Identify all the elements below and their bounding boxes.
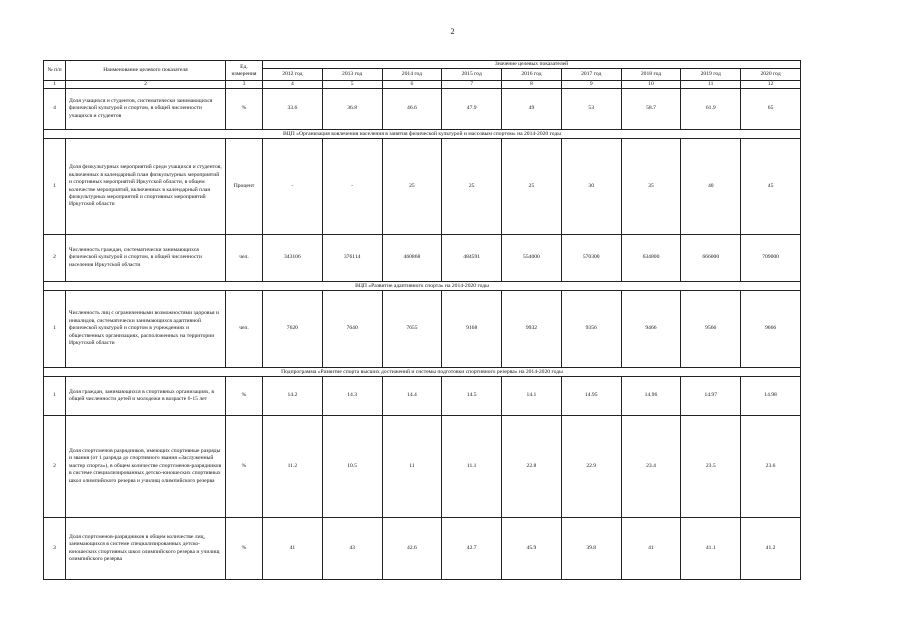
section-title: ВЦП «Организация вовлечения населения в занятия физической культурой и массовым спортом» на 2014-2020 годы [44,130,801,139]
year-value: 7655 [382,291,442,368]
year-value: 25 [382,139,442,235]
indicator-name: Численность лиц с ограниченными возможностями здоровья и инвалидов, систематически занимающихся адаптивной физической культурой и спортом в учреждениях и общественных организациях, расположенных на территории Иркутской области [66,291,226,368]
year-value: 53 [561,89,621,130]
indicator-name: Доля спортсменов разрядников, имеющих спортивные разряды и звания (от 1 разряда до спортивного звания «Заслуженный мастер спорта»), в общем количестве спортсменов-разрядников в системе специализированных детско-юношеских спортивных школ олимпийского резерва и училищ олимпийского резерва [66,416,226,518]
unit-of-measure: чел. [226,235,263,282]
indicator-name: Доля физкультурных мероприятий среди учащихся и студентов, включенных в календарный план физкультурных мероприятий и спортивных мероприятий Иркутской области, в общем количестве мероприятий, включенных в календарный план физкультурных мероприятий и спортивных мероприятий Иркутской области [66,139,226,235]
section-title: Подпрограмма «Развитие спорта высших достижений и системы подготовки спортивного резерва» на 2014-2020 годы [44,368,801,377]
unit-of-measure: % [226,377,263,416]
year-value: 14.98 [741,377,801,416]
column-number-3: 3 [226,81,263,89]
row-number: 1 [44,139,66,235]
year-value: 41.1 [681,518,741,580]
year-value: 709000 [741,235,801,282]
year-value: 14.3 [322,377,382,416]
table-row [44,416,801,518]
column-number-2: 2 [66,81,226,89]
year-value: 22.8 [502,416,562,518]
year-value: 41 [263,518,323,580]
header-year-8: 2019 год [681,69,741,81]
year-value: 10.5 [322,416,382,518]
year-value: 554000 [502,235,562,282]
unit-of-measure: % [226,89,263,130]
year-value: 23.6 [741,416,801,518]
column-number-9: 9 [561,81,621,89]
row-number: 2 [44,235,66,282]
year-value: 14.4 [382,377,442,416]
indicator-name: Доля учащихся и студентов, систематически занимающихся физической культурой и спортом, в общей численности учащихся и студентов [66,89,226,130]
page-number: 2 [450,27,455,36]
year-value: 39.8 [561,518,621,580]
section-title: ВЦП «Развитие адаптивного спорта» на 2014-2020 годы [44,282,801,291]
year-value: 14.5 [442,377,502,416]
year-value: 58.7 [621,89,681,130]
year-value: 36.8 [322,89,382,130]
column-number-8: 8 [502,81,562,89]
row-number: 3 [44,518,66,580]
row-number: 4 [44,89,66,130]
year-value: 666000 [681,235,741,282]
year-value: 41 [621,518,681,580]
year-value: 46.6 [382,89,442,130]
year-value: 7620 [263,291,323,368]
year-value: 14.95 [561,377,621,416]
column-number-10: 10 [621,81,681,89]
year-value: 9168 [442,291,502,368]
year-value: 11.1 [442,416,502,518]
column-number-1: 1 [44,81,66,89]
header-num: № п/п [44,61,66,81]
year-value: 484591 [442,235,502,282]
year-value: 61.9 [681,89,741,130]
year-value: 376114 [322,235,382,282]
column-number-4: 4 [263,81,323,89]
year-value: 14.97 [681,377,741,416]
year-value: 23.4 [621,416,681,518]
row-number: 1 [44,377,66,416]
header-values-title: Значение целевых показателей [263,61,801,69]
year-value: 14.96 [621,377,681,416]
unit-of-measure: Процент [226,139,263,235]
header-year-7: 2018 год [621,69,681,81]
year-value: 14.2 [263,377,323,416]
column-number-12: 12 [741,81,801,89]
year-value: 42.7 [442,518,502,580]
year-value: 9466 [621,291,681,368]
column-number-7: 7 [442,81,502,89]
section-header-row [44,282,801,291]
year-value: 9666 [741,291,801,368]
table-header [44,61,801,89]
indicator-name: Доля спортсменов-разрядников в общем количестве лиц, занимающихся в системе специализированных детско-юношеских спортивных школ олимпийского резерва и училищ олимпийского резерва [66,518,226,580]
year-value: 14.1 [502,377,562,416]
column-number-5: 5 [322,81,382,89]
table-row [44,377,801,416]
year-value: 9566 [681,291,741,368]
section-header-row [44,368,801,377]
year-value: 43 [322,518,382,580]
year-value: - [263,139,323,235]
year-value: 25 [502,139,562,235]
year-value: 49 [502,89,562,130]
header-unit: Ед. измерения [226,61,263,81]
year-value: 570300 [561,235,621,282]
unit-of-measure: % [226,416,263,518]
column-number-6: 6 [382,81,442,89]
row-number: 1 [44,291,66,368]
year-value: 45.9 [502,518,562,580]
year-value: 634800 [621,235,681,282]
year-value: 9932 [502,291,562,368]
year-value: 35 [621,139,681,235]
indicator-name: Доля граждан, занимающихся в спортивных организациях, в общей численности детей и молодежи в возрасте 6-15 лет [66,377,226,416]
table-row [44,235,801,282]
year-value: 42.6 [382,518,442,580]
header-year-5: 2016 год [502,69,562,81]
header-name: Наименование целевого показателя [66,61,226,81]
year-value: 41.2 [741,518,801,580]
year-value: 11.2 [263,416,323,518]
year-value: 460868 [382,235,442,282]
unit-of-measure: % [226,518,263,580]
year-value: 30 [561,139,621,235]
target-indicators-table [43,60,801,580]
year-value: 40 [681,139,741,235]
table-body [44,89,801,580]
header-year-6: 2017 год [561,69,621,81]
header-year-3: 2014 год [382,69,442,81]
year-value: 11 [382,416,442,518]
header-year-9: 2020 год [741,69,801,81]
column-number-11: 11 [681,81,741,89]
year-value: 7640 [322,291,382,368]
header-year-2: 2013 год [322,69,382,81]
table-row [44,139,801,235]
year-value: 33.6 [263,89,323,130]
unit-of-measure: чел. [226,291,263,368]
year-value: 47.9 [442,89,502,130]
indicator-name: Численность граждан, систематически занимающихся физической культурой и спортом, в общей численности населения Иркутской области [66,235,226,282]
table-row [44,89,801,130]
table-row [44,291,801,368]
year-value: 23.5 [681,416,741,518]
table-row [44,518,801,580]
section-header-row [44,130,801,139]
row-number: 2 [44,416,66,518]
year-value: 9356 [561,291,621,368]
year-value: 45 [741,139,801,235]
year-value: 343106 [263,235,323,282]
year-value: 65 [741,89,801,130]
year-value: 25 [442,139,502,235]
header-year-1: 2012 год [263,69,323,81]
header-year-4: 2015 год [442,69,502,81]
year-value: 22.9 [561,416,621,518]
year-value: - [322,139,382,235]
